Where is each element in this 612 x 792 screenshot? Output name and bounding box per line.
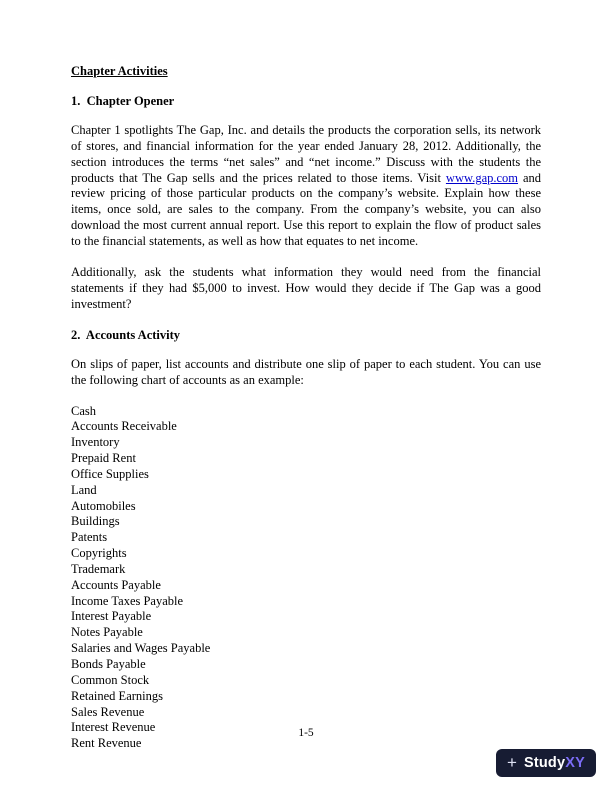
account-item: Income Taxes Payable xyxy=(71,593,184,608)
account-item: Bonds Payable xyxy=(71,657,146,671)
paragraph1-text-before-link: Chapter 1 spotlights The Gap, Inc. and details the products the corporation sells, its network of stores, and financial information for the year ended January 28, 2012. Additionally, the section introduces the terms “net sales” and “net income.” Discuss with the students the products that The Gap sells and the prices related to those items. Visit xyxy=(71,122,541,185)
paragraph1-text-after-link: and review pricing of those particular products on the company’s website. Explain how these items, once sold, are sales to the company. From the company’s website, you can also download the most current annual report. Use this report to explain the flow of product sales to the financial statements, as well as how that equates to net income. xyxy=(71,170,541,249)
plus-icon: + xyxy=(507,753,517,772)
account-item: Land xyxy=(71,482,97,497)
account-item: Automobiles xyxy=(71,498,136,513)
document-title: Chapter Activities xyxy=(71,64,168,78)
account-item: Prepaid Rent xyxy=(71,451,136,466)
account-item: Notes Payable xyxy=(71,625,143,640)
account-item: Salaries and Wages Payable xyxy=(71,641,211,656)
account-item: Cash xyxy=(71,403,96,418)
account-item: Interest Revenue xyxy=(71,720,156,735)
account-item: Interest Payable xyxy=(71,609,152,624)
account-item: Patents xyxy=(71,530,108,545)
account-item: Rent Revenue xyxy=(71,736,142,751)
logo-name-primary: Study xyxy=(523,755,566,771)
section2-heading: 2. Accounts Activity xyxy=(71,327,181,342)
gap-website-link[interactable]: www.gap.com xyxy=(445,170,519,185)
section1-heading: 1. Chapter Opener xyxy=(71,93,175,108)
account-item: Inventory xyxy=(71,435,120,450)
account-item: Trademark xyxy=(71,561,126,576)
account-item: Common Stock xyxy=(71,672,150,687)
account-item: Buildings xyxy=(71,514,120,529)
account-item: Retained Earnings xyxy=(71,688,163,703)
account-list xyxy=(71,404,541,753)
logo-name-accent: XY xyxy=(565,755,585,771)
account-item: Accounts Receivable xyxy=(71,419,177,434)
section2-intro: On slips of paper, list accounts and distribute one slip of paper to each student. You can use the following chart of accounts as an example: xyxy=(71,356,541,387)
page-number: 1-5 xyxy=(298,727,314,739)
account-item: Office Supplies xyxy=(71,466,149,481)
logo-wordmark xyxy=(524,755,585,771)
account-item: Accounts Payable xyxy=(71,577,161,592)
account-item: Sales Revenue xyxy=(71,704,145,719)
section1-paragraph1 xyxy=(71,123,541,250)
account-item: Copyrights xyxy=(71,546,127,561)
studyxy-logo xyxy=(496,749,596,777)
section1-paragraph2: Additionally, ask the students what information they would need from the financial statements if they had $5,000 to invest. How would they decide if The Gap was a good investment? xyxy=(71,265,541,311)
document-content xyxy=(71,64,541,752)
